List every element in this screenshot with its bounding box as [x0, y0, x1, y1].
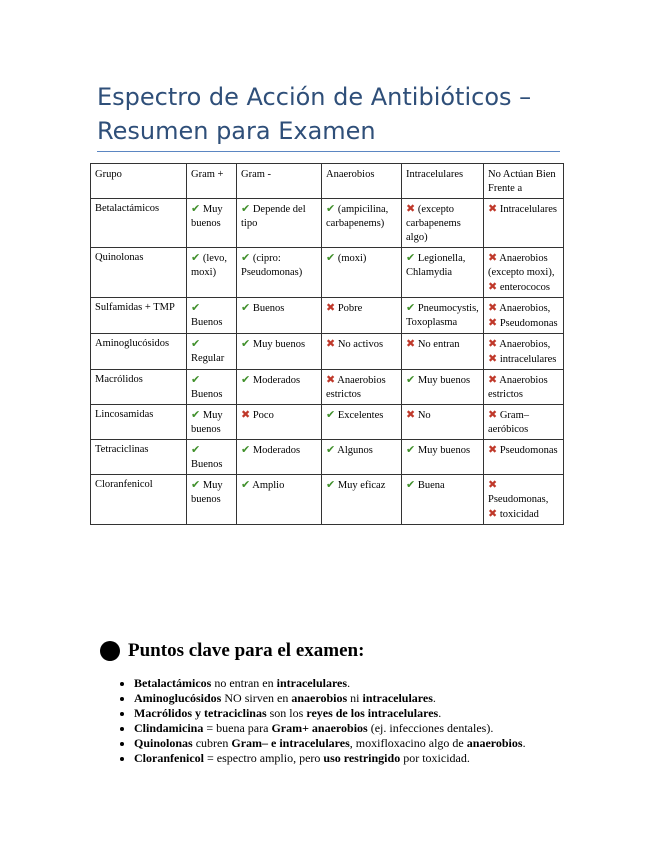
- table-cell: [322, 405, 402, 440]
- cell-text: Muy buenos: [252, 339, 306, 350]
- cell-text: Buenos: [191, 317, 223, 328]
- cell-text: Gram– aeróbicos: [488, 410, 530, 435]
- cross-icon: ✖: [488, 202, 498, 215]
- cell-text: intracelulares: [499, 354, 557, 365]
- bold-text: Aminoglucósidos: [134, 691, 222, 705]
- table-cell: [402, 248, 484, 298]
- table-body: [91, 199, 564, 525]
- table-row: [91, 298, 564, 334]
- table-cell: [237, 475, 322, 525]
- cell-text: Pseudomonas,: [488, 494, 549, 505]
- text: .: [432, 691, 436, 705]
- text: NO sirven en: [221, 691, 292, 705]
- check-icon: ✔: [406, 443, 416, 456]
- table-row: [91, 440, 564, 475]
- cross-icon: ✖: [406, 202, 416, 215]
- cell-text: (excepto carbapenems algo): [406, 204, 461, 243]
- cell-text: Poco: [252, 410, 274, 421]
- table-row: [91, 199, 564, 248]
- group-cell: Sulfamidas + TMP: [91, 298, 187, 334]
- cell-text: Muy buenos: [191, 480, 223, 505]
- table-cell: [402, 199, 484, 248]
- table-cell: [237, 298, 322, 334]
- column-header: Gram +: [187, 164, 237, 199]
- cross-icon: ✖: [488, 443, 498, 456]
- table-cell: [187, 334, 237, 370]
- text: , moxifloxacino algo de: [349, 736, 467, 750]
- table-cell: [237, 370, 322, 405]
- cell-text: Buena: [417, 480, 445, 491]
- title-line-1: Espectro de Acción de Antibióticos –: [97, 83, 532, 111]
- table-cell: [484, 199, 564, 248]
- text: no entran en: [211, 676, 277, 690]
- cell-text: Regular: [191, 353, 225, 364]
- table-cell: [402, 440, 484, 475]
- key-point-item: [134, 706, 604, 721]
- cross-icon: ✖: [241, 408, 251, 421]
- check-icon: ✔: [241, 301, 251, 314]
- group-cell: Quinolonas: [91, 248, 187, 298]
- text: por toxicidad.: [400, 751, 470, 765]
- table-cell: [402, 334, 484, 370]
- cell-text: Pseudomonas: [499, 318, 558, 329]
- cross-icon: ✖: [488, 408, 498, 421]
- table-row: [91, 475, 564, 525]
- table-cell: [187, 370, 237, 405]
- text: .: [522, 736, 526, 750]
- table-row: [91, 405, 564, 440]
- check-icon: ✔: [326, 478, 336, 491]
- cross-icon: ✖: [488, 373, 498, 386]
- check-icon: ✔: [406, 301, 416, 314]
- table-cell: [322, 199, 402, 248]
- cell-text: Anaerobios estrictos: [326, 375, 386, 400]
- cell-text: Anaerobios,: [499, 339, 551, 350]
- cell-text: (levo, moxi): [191, 253, 228, 278]
- table-cell: [484, 440, 564, 475]
- check-icon: ✔: [191, 337, 201, 350]
- text: cubren: [192, 736, 232, 750]
- cell-text: Buenos: [252, 303, 285, 314]
- cross-icon: ✖: [406, 408, 416, 421]
- table-cell: [187, 405, 237, 440]
- table-cell: [322, 475, 402, 525]
- cell-text: Buenos: [191, 389, 223, 400]
- table-cell: [187, 199, 237, 248]
- text: (ej. infecciones dentales).: [367, 721, 494, 735]
- cell-text: No entran: [417, 339, 460, 350]
- cell-text: Muy eficaz: [337, 480, 386, 491]
- bold-text: intracelulares: [276, 676, 348, 690]
- cell-text: Muy buenos: [417, 445, 471, 456]
- cross-icon: ✖: [488, 478, 498, 491]
- table-cell: [484, 370, 564, 405]
- cell-text: Pneumocystis, Toxoplasma: [406, 303, 479, 328]
- check-icon: ✔: [191, 408, 201, 421]
- cross-icon: ✖: [406, 337, 416, 350]
- cell-text: Depende del tipo: [241, 204, 306, 229]
- cell-text: Pobre: [337, 303, 363, 314]
- table-cell: [484, 475, 564, 525]
- cross-icon: ✖: [488, 251, 498, 264]
- bold-text: Gram+ anaerobios: [271, 721, 368, 735]
- table-cell: [484, 298, 564, 334]
- cross-icon: ✖: [488, 507, 498, 520]
- bullet-circle-icon: [100, 641, 120, 661]
- check-icon: ✔: [241, 202, 251, 215]
- cross-icon: ✖: [488, 352, 498, 365]
- check-icon: ✔: [191, 478, 201, 491]
- column-header: No Actúan Bien Frente a: [484, 164, 564, 199]
- table-cell: [322, 248, 402, 298]
- check-icon: ✔: [326, 251, 336, 264]
- cross-icon: ✖: [326, 373, 336, 386]
- cell-text: Muy buenos: [191, 410, 223, 435]
- text: = buena para: [203, 721, 272, 735]
- bold-text: Quinolonas: [134, 736, 193, 750]
- cell-text: enterococos: [499, 282, 550, 293]
- text: son los: [266, 706, 307, 720]
- check-icon: ✔: [241, 251, 251, 264]
- cell-text: Algunos: [337, 445, 373, 456]
- table-cell: [237, 248, 322, 298]
- cross-icon: ✖: [488, 337, 498, 350]
- bold-text: Cloranfenicol: [134, 751, 204, 765]
- table-cell: [402, 370, 484, 405]
- cell-text: Excelentes: [337, 410, 384, 421]
- check-icon: ✔: [326, 443, 336, 456]
- cell-text: Muy buenos: [417, 375, 471, 386]
- table-cell: [237, 334, 322, 370]
- table-cell: [237, 405, 322, 440]
- bold-text: Clindamicina: [134, 721, 204, 735]
- cell-text: Buenos: [191, 459, 223, 470]
- column-header: Grupo: [91, 164, 187, 199]
- check-icon: ✔: [191, 202, 201, 215]
- check-icon: ✔: [191, 373, 201, 386]
- cell-text: toxicidad: [499, 509, 539, 520]
- table-cell: [187, 248, 237, 298]
- bold-text: Macrólidos y tetraciclinas: [134, 706, 267, 720]
- cell-text: Intracelulares: [499, 204, 557, 215]
- cell-text: Anaerobios estrictos: [488, 375, 548, 400]
- check-icon: ✔: [326, 408, 336, 421]
- bold-text: anaerobios: [466, 736, 523, 750]
- table-cell: [322, 334, 402, 370]
- key-point-item: [134, 691, 604, 706]
- check-icon: ✔: [241, 337, 251, 350]
- table-cell: [402, 405, 484, 440]
- check-icon: ✔: [191, 301, 201, 314]
- key-point-item: [134, 721, 604, 736]
- key-point-item: [134, 736, 604, 751]
- cell-text: (moxi): [337, 253, 367, 264]
- cross-icon: ✖: [488, 316, 498, 329]
- table-cell: [484, 334, 564, 370]
- group-cell: Lincosamidas: [91, 405, 187, 440]
- table-row: [91, 370, 564, 405]
- table-row: [91, 248, 564, 298]
- key-points-heading: [100, 640, 364, 662]
- bold-text: uso restringido: [323, 751, 401, 765]
- check-icon: ✔: [241, 478, 251, 491]
- column-header: Anaerobios: [322, 164, 402, 199]
- key-points-title: Puntos clave para el examen:: [128, 640, 365, 661]
- table-cell: [187, 298, 237, 334]
- title-line-2: Resumen para Examen: [97, 117, 376, 145]
- table-cell: [237, 199, 322, 248]
- cell-text: No: [417, 410, 431, 421]
- bold-text: anaerobios: [291, 691, 348, 705]
- text: = espectro amplio, pero: [204, 751, 324, 765]
- table-cell: [484, 405, 564, 440]
- key-points-list: [110, 676, 604, 766]
- bold-text: reyes de los intracelulares: [306, 706, 439, 720]
- table-cell: [187, 440, 237, 475]
- check-icon: ✔: [241, 443, 251, 456]
- cell-text: (cipro: Pseudomonas): [241, 253, 303, 278]
- cell-text: Anaerobios (excepto moxi),: [488, 253, 555, 278]
- check-icon: ✔: [406, 373, 416, 386]
- cross-icon: ✖: [326, 337, 336, 350]
- table-cell: [402, 475, 484, 525]
- key-point-item: [134, 676, 604, 691]
- cell-text: Muy buenos: [191, 204, 223, 229]
- cell-text: Pseudomonas: [499, 445, 558, 456]
- check-icon: ✔: [191, 443, 201, 456]
- cell-text: Moderados: [252, 445, 301, 456]
- page-title: [97, 80, 597, 148]
- text: .: [347, 676, 351, 690]
- bold-text: Betalactámicos: [134, 676, 212, 690]
- key-point-item: [134, 751, 604, 766]
- cell-text: Legionella, Chlamydia: [406, 253, 466, 278]
- table-cell: [322, 298, 402, 334]
- table-cell: [484, 248, 564, 298]
- table-cell: [187, 475, 237, 525]
- group-cell: Aminoglucósidos: [91, 334, 187, 370]
- column-header: Gram -: [237, 164, 322, 199]
- title-underline: [97, 151, 560, 152]
- check-icon: ✔: [406, 478, 416, 491]
- column-header: Intracelulares: [402, 164, 484, 199]
- table-cell: [322, 370, 402, 405]
- table-row: [91, 334, 564, 370]
- cross-icon: ✖: [326, 301, 336, 314]
- text: ni: [347, 691, 363, 705]
- cell-text: (ampicilina, carbapenems): [326, 204, 389, 229]
- bold-text: intracelulares: [362, 691, 433, 705]
- cell-text: No activos: [337, 339, 384, 350]
- cell-text: Amplio: [252, 480, 285, 491]
- group-cell: Cloranfenicol: [91, 475, 187, 525]
- check-icon: ✔: [326, 202, 336, 215]
- table-cell: [322, 440, 402, 475]
- table-header-row: [91, 164, 564, 199]
- bold-text: Gram– e intracelulares: [231, 736, 350, 750]
- check-icon: ✔: [191, 251, 201, 264]
- table-cell: [237, 440, 322, 475]
- cell-text: Anaerobios,: [499, 303, 551, 314]
- group-cell: Macrólidos: [91, 370, 187, 405]
- cross-icon: ✖: [488, 301, 498, 314]
- group-cell: Betalactámicos: [91, 199, 187, 248]
- antibiotic-spectrum-table: [90, 163, 564, 525]
- check-icon: ✔: [241, 373, 251, 386]
- group-cell: Tetraciclinas: [91, 440, 187, 475]
- table-cell: [402, 298, 484, 334]
- cell-text: Moderados: [252, 375, 301, 386]
- text: .: [438, 706, 442, 720]
- check-icon: ✔: [406, 251, 416, 264]
- cross-icon: ✖: [488, 280, 498, 293]
